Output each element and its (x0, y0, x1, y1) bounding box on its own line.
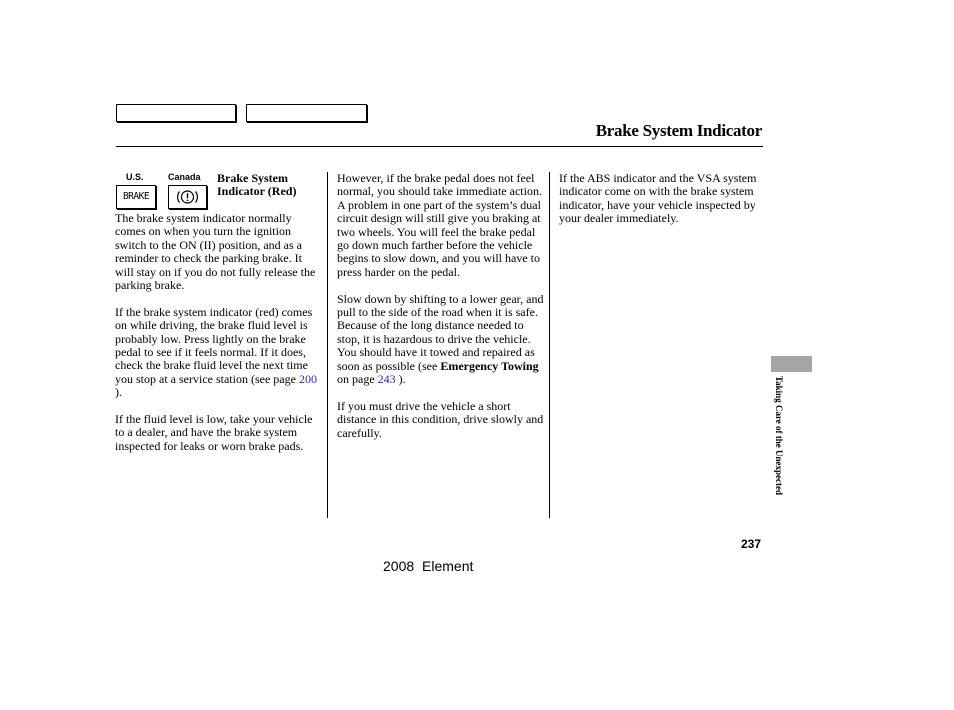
paragraph: If you must drive the vehicle a short distance in this condition, drive slowly and carefully. (337, 398, 544, 440)
paragraph: The brake system indicator normally comes on when you turn the ignition switch to the ON (II) position, and as a reminder to check the parking brake. It will stay on if you do not fully release the parking brake. (115, 211, 316, 293)
title-rule (116, 146, 763, 147)
footer-model: 2008 Element (383, 558, 474, 574)
column-divider-2 (549, 172, 550, 518)
text-column-1 (115, 212, 323, 467)
section-side-label: Taking Care of the Unexpected (774, 376, 784, 495)
paragraph: If the ABS indicator and the VSA system indicator come on with the brake system indicator, have your vehicle inspected by your dealer immediately. (559, 171, 757, 226)
brake-indicator-canada-icon (168, 185, 207, 209)
column-divider-1 (327, 172, 328, 518)
indicator-heading-line1: Brake System (217, 171, 288, 185)
brake-circle-exclamation-icon (169, 186, 206, 208)
us-label: U.S. (126, 172, 144, 182)
emergency-towing-reference: Emergency Towing (440, 358, 539, 373)
page-title: Brake System Indicator (595, 121, 762, 140)
paragraph: If the fluid level is low, take your vehicle to a dealer, and have the brake system inspected for leaks or worn brake pads. (115, 412, 313, 453)
page-link-200[interactable]: 200 (298, 371, 317, 386)
paragraph: If the brake system indicator (red) comes on while driving, the brake fluid level is probably low. Press lightly on the brake pedal to see if it feels normal. If it does, check the brake fluid level the next time you stop at a service station (see page 200 ). (115, 304, 317, 400)
text-column-3 (559, 172, 764, 239)
header-tab-box-right (246, 104, 367, 122)
paragraph: However, if the brake pedal does not feel normal, you should take immediate action. A problem in one part of the system’s dual circuit design will still give you braking at two wheels. You will feel the brake pedal go down much farther before the vehicle begins to slow down, and you will have to press harder on the pedal. (337, 171, 542, 279)
paragraph: Slow down by shifting to a lower gear, and pull to the side of the road when it is safe. Because of the long distance needed to stop, it is hazardous to drive the vehicle. You should have it towed and repaired as soon as possible (see Emergency Towing on page 243 ). (337, 291, 544, 387)
indicator-heading-line2: Indicator (Red) (217, 184, 297, 198)
brake-icon-text: BRAKE (122, 191, 150, 202)
page-link-243[interactable]: 243 (377, 372, 396, 387)
canada-label: Canada (168, 172, 201, 182)
page-number: 237 (741, 537, 762, 551)
text-column-2 (337, 172, 545, 453)
header-tab-box-left (116, 104, 236, 122)
indicator-heading (217, 172, 322, 198)
section-side-tab (771, 356, 812, 372)
brake-indicator-us-icon (116, 185, 156, 209)
